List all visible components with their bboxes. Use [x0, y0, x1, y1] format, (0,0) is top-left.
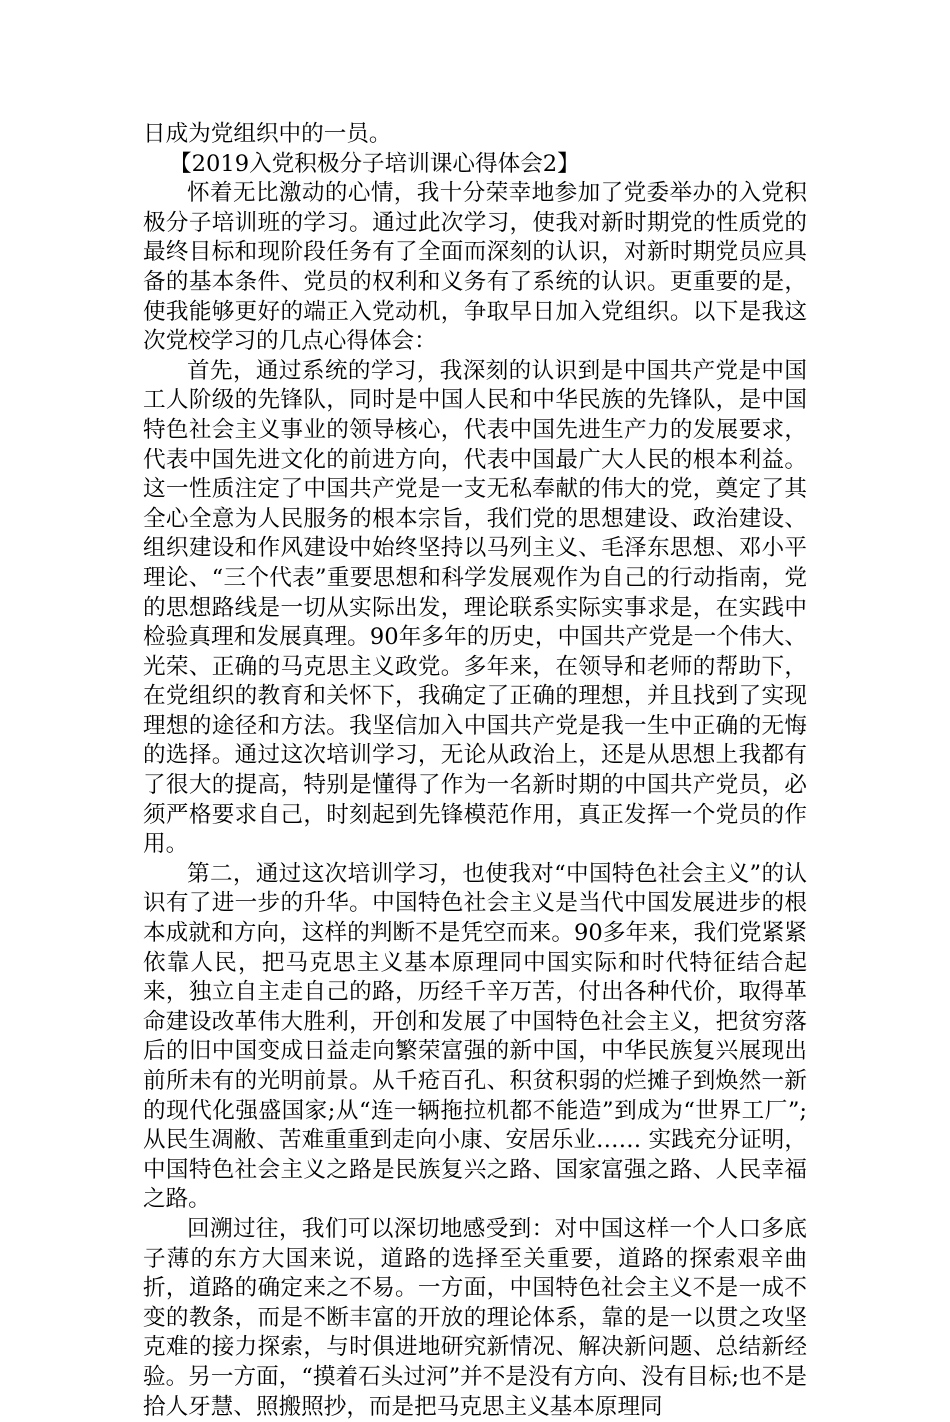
paragraph-continuation: 日成为党组织中的一员。	[143, 121, 392, 147]
paragraph-retrospect: 回溯过往，我们可以深切地感受到：对中国这样一个人口多底子薄的东方大国来说，道路的选择至关重要，道路的探索艰辛曲折，道路的确定来之不易。一方面，中国特色社会主义不是一成不变的教条，而是不断丰富的开放的理论体系，靠的是一以贯之攻坚克难的接力探索，与时俱进地研究新情况、解决新问题、总结新经验。另一方面，“摸着石头过河”并不是没有方向、没有目标;也不是拾人牙慧、照搬照抄，而是把马克思主义基本原理同	[143, 1215, 807, 1420]
document-page	[143, 120, 807, 1422]
paragraph-first-point: 首先，通过系统的学习，我深刻的认识到是中国共产党是中国工人阶级的先锋队，同时是中国人民和中华民族的先锋队，是中国特色社会主义事业的领导核心，代表中国先进生产力的发展要求，代表中国先进文化的前进方向，代表中国最广大人民的根本利益。这一性质注定了中国共产党是一支无私奉献的伟大的党，奠定了其全心全意为人民服务的根本宗旨，我们党的思想建设、政治建设、组织建设和作风建设中始终坚持以马列主义、毛泽东思想、邓小平理论、“三个代表”重要思想和科学发展观作为自己的行动指南，党的思想路线是一切从实际出发，理论联系实际实事求是，在实践中检验真理和发展真理。90年多年的历史，中国共产党是一个伟大、光荣、正确的马克思主义政党。多年来，在领导和老师的帮助下，在党组织的教育和关怀下，我确定了正确的理想，并且找到了实现理想的途径和方法。我坚信加入中国共产党是我一生中正确的无悔的选择。通过这次培训学习，无论从政治上，还是从思想上我都有了很大的提高，特别是懂得了作为一名新时期的中国共产党员，必须严格要求自己，时刻起到先锋模范作用，真正发挥一个党员的作用。	[143, 357, 807, 858]
paragraph-intro: 怀着无比激动的心情，我十分荣幸地参加了党委举办的入党积极分子培训班的学习。通过此次学习，使我对新时期党的性质党的最终目标和现阶段任务有了全面而深刻的认识，对新时期党员应具备的基本条件、党员的权利和义务有了系统的认识。更重要的是，使我能够更好的端正入党动机，争取早日加入党组织。以下是我这次党校学习的几点心得体会：	[143, 180, 807, 355]
section-heading: 【2019入党积极分子培训课心得体会2】	[169, 150, 580, 177]
paragraph-second-point: 第二，通过这次培训学习，也使我对“中国特色社会主义”的认识有了进一步的升华。中国特色社会主义是当代中国发展进步的根本成就和方向，这样的判断不是凭空而来。90多年来，我们党紧紧依靠人民，把马克思主义基本原理同中国实际和时代特征结合起来，独立自主走自己的路，历经千辛万苦，付出各种代价，取得革命建设改革伟大胜利，开创和发展了中国特色社会主义，把贫穷落后的旧中国变成日益走向繁荣富强的新中国，中华民族复兴展现出前所未有的光明前景。从千疮百孔、积贫积弱的烂摊子到焕然一新的现代化强盛国家;从“连一辆拖拉机都不能造”到成为“世界工厂”;从民生凋敝、苦难重重到走向小康、安居乐业…… 实践充分证明，中国特色社会主义之路是民族复兴之路、国家富强之路、人民幸福之路。	[143, 860, 807, 1213]
